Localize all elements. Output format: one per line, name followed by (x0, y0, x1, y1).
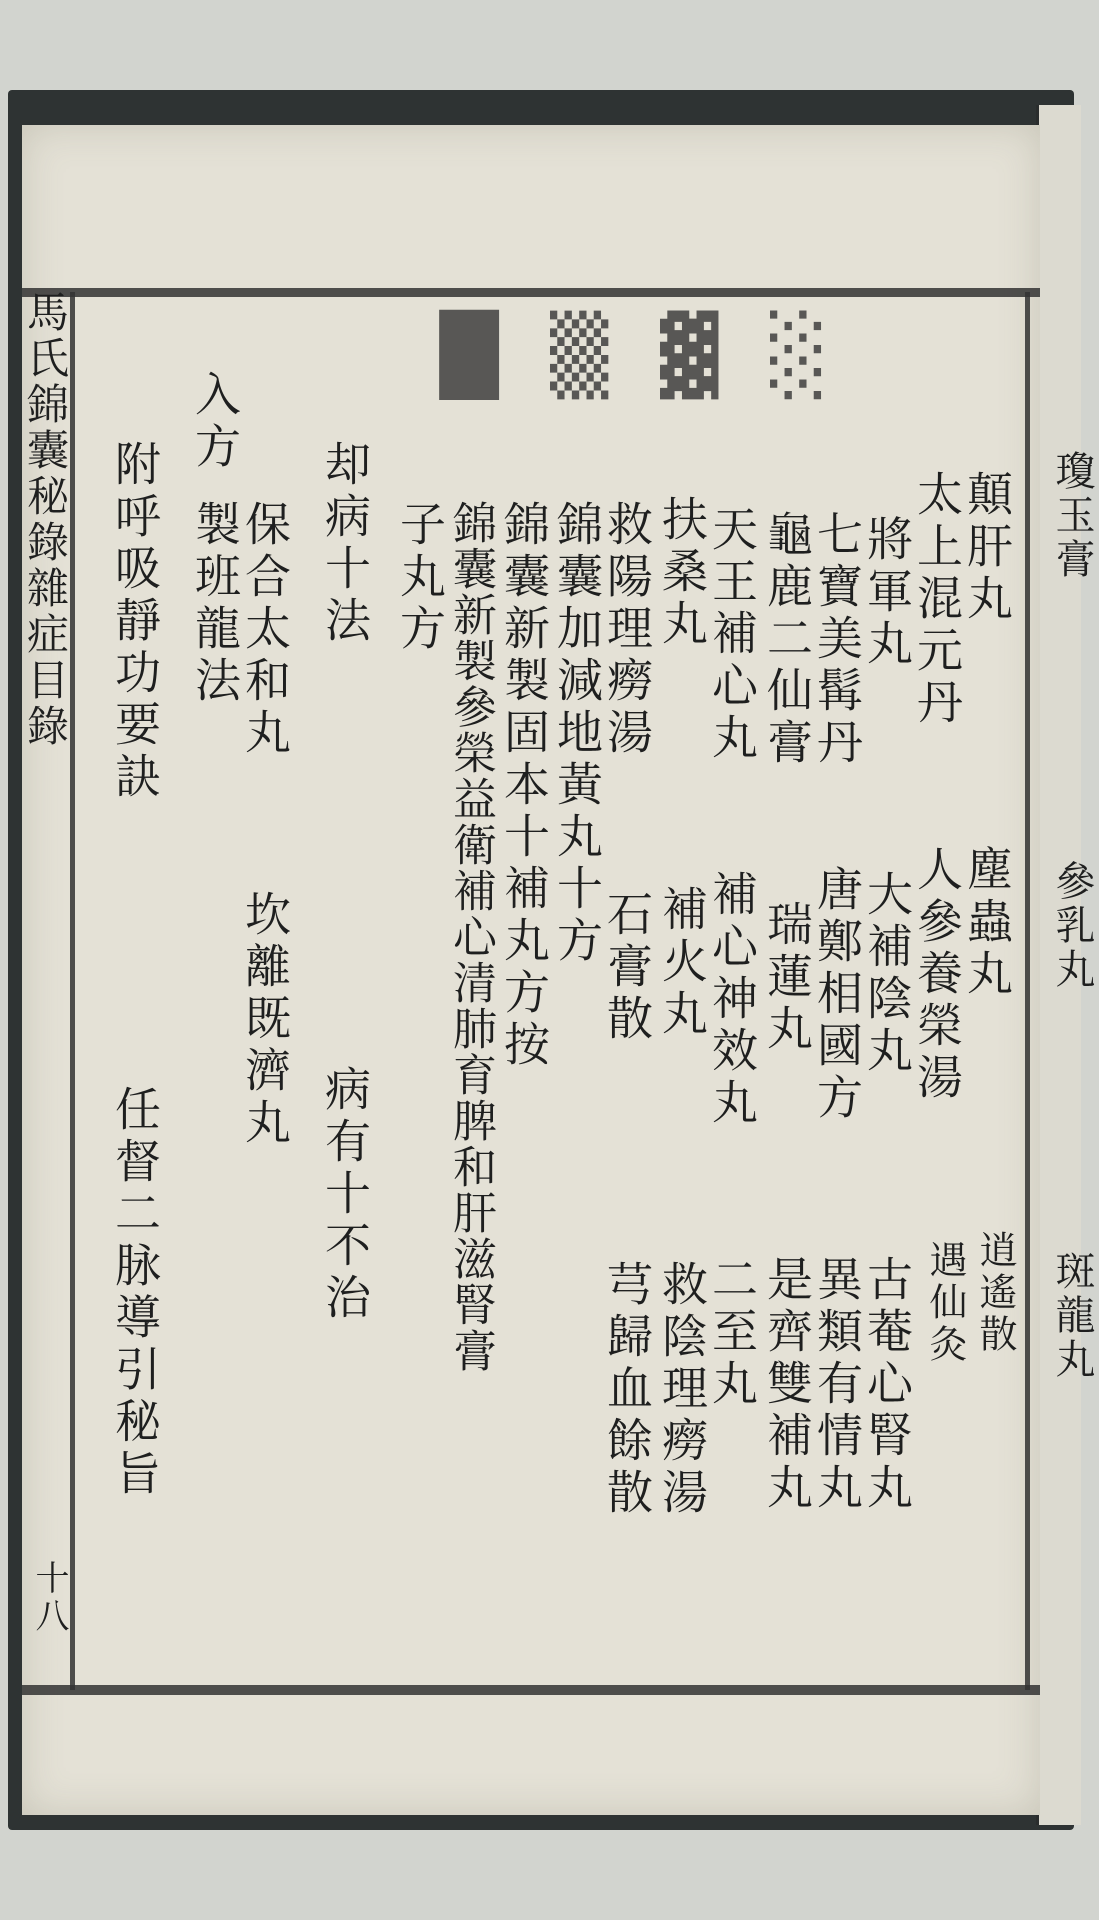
entry-5-1: 龜鹿二仙膏 (760, 510, 814, 770)
entry-15-1: 入方 (188, 370, 242, 474)
entry-16-1: 附呼吸靜功要訣 (108, 440, 162, 804)
entry-8-1: 救陽理癆湯 (600, 500, 654, 760)
entry-1-3: 逍遙散 (973, 1230, 1017, 1356)
entry-2-2: 人參養榮湯 (910, 845, 964, 1105)
bottom-border-rule (22, 1685, 1040, 1695)
entry-15-2: 製班龍法 (188, 500, 242, 708)
margin-title: 馬氏錦囊秘錄雜症目錄 (21, 290, 70, 750)
entry-1-2: 塵蟲丸 (960, 845, 1014, 1001)
entry-1-1: 顛肝丸 (960, 470, 1014, 626)
entry-16-2: 任督二脉導引秘旨 (108, 1085, 162, 1501)
page-number: 十八 (29, 1560, 69, 1636)
entry-5-3: 是齊雙補丸 (760, 1255, 814, 1515)
entry-13-1: 却病十法 (318, 440, 372, 648)
entry-10: 錦囊新製固本十補丸方按 (497, 500, 551, 1072)
entry-12: 子丸方 (393, 500, 447, 656)
entry-3-3: 古菴心腎丸 (860, 1255, 914, 1515)
entry-6-2: 補心神效丸 (705, 870, 759, 1130)
entry-11: 錦囊新製參榮益衛補心清肺育脾和肝滋腎膏 (445, 500, 496, 1374)
right-page-fragment-3: 斑龍丸 (1049, 1250, 1095, 1382)
entry-4-2: 唐鄭相國方 (810, 865, 864, 1125)
entry-13-2: 病有十不治 (318, 1065, 372, 1325)
entry-8-3: 芎歸血餘散 (600, 1260, 654, 1520)
entry-2-3: 遇仙灸 (923, 1240, 967, 1366)
entry-7-3: 救陰理癆湯 (655, 1260, 709, 1520)
entry-7-1: 扶桑丸 (655, 495, 709, 651)
entry-6-1: 天王補心丸 (705, 505, 759, 765)
top-border-rule (22, 288, 1040, 297)
right-page-fragment-2: 參乳丸 (1049, 860, 1095, 992)
entry-9: 錦囊加減地黃丸十方 (550, 500, 604, 968)
entry-14-2: 坎離既濟丸 (238, 890, 292, 1150)
entry-14-1: 保合太和丸 (238, 500, 292, 760)
entry-5-2: 瑞蓮丸 (760, 900, 814, 1056)
entry-6-3: 二至丸 (705, 1255, 759, 1411)
entry-4-1: 七寶美髯丹 (810, 510, 864, 770)
entry-3-1: 將軍丸 (860, 515, 914, 671)
heading-smudge: █ ▒ ▓ ░ (440, 310, 829, 399)
entry-2-1: 太上混元丹 (910, 470, 964, 730)
entry-3-2: 大補陰丸 (860, 870, 914, 1078)
entry-4-3: 異類有情丸 (810, 1255, 864, 1515)
entry-7-2: 補火丸 (655, 885, 709, 1041)
entry-8-2: 石膏散 (600, 890, 654, 1046)
right-page-fragment-1: 瓊玉膏 (1049, 450, 1095, 582)
right-border-rule (1025, 292, 1030, 1690)
